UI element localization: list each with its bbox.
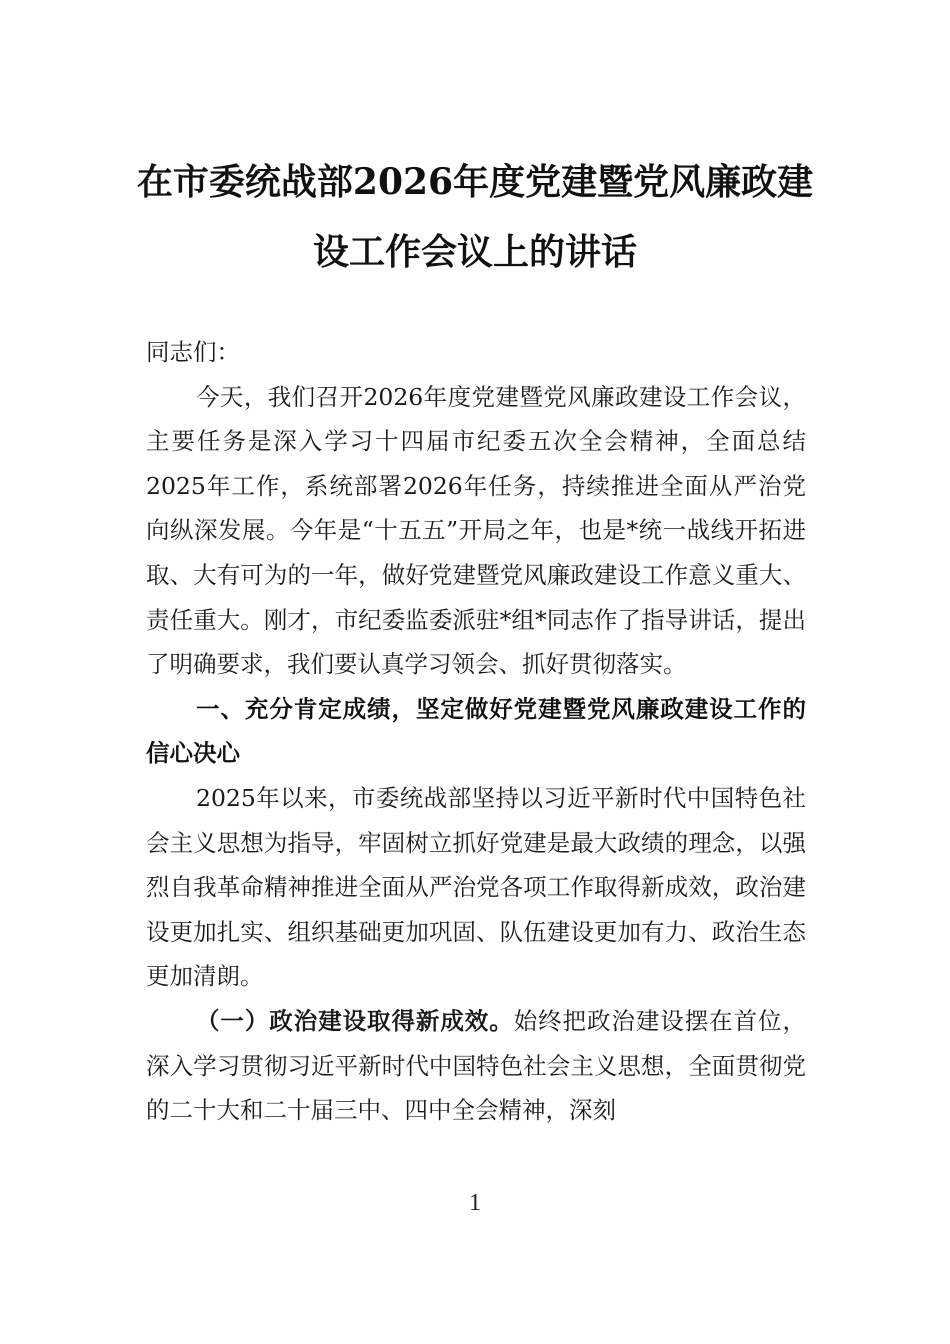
document-title-line-2: 设工作会议上的讲话 xyxy=(312,231,637,273)
paragraph-achievements: 2025年以来，市委统战部坚持以习近平新时代中国特色社会主义思想为指导，牢固树立抓好党建是最大政绩的理念，以强烈自我革命精神推进全面从严治党各项工作取得新成效，政治建设更加扎实、组织基础更加巩固、队伍建设更加有力、政治生态更加清朗。 xyxy=(146,783,806,991)
section-heading-1: 一、充分肯定成绩，坚定做好党建暨党风廉政建设工作的信心决心 xyxy=(146,694,806,768)
subheading-political-building: （一）政治建设取得新成效。 xyxy=(196,1006,514,1035)
page-number: 1 xyxy=(469,1190,481,1216)
salutation: 同志们： xyxy=(146,338,240,366)
document-title-line-1: 在市委统战部2026年度党建暨党风廉政建 xyxy=(136,161,814,203)
document-body xyxy=(146,330,806,1133)
paragraph-opening: 今天，我们召开2026年度党建暨党风廉政建设工作会议，主要任务是深入学习十四届市纪委五次全会精神，全面总结2025年工作，系统部署2026年任务，持续推进全面从严治党向纵深发展。今年是“十五五”开局之年，也是*统一战线开拓进取、大有可为的一年，做好党建暨党风廉政建设工作意义重大、责任重大。刚才，市纪委监委派驻*组*同志作了指导讲话，提出了明确要求，我们要认真学习领会、抓好贯彻落实。 xyxy=(146,382,806,679)
paragraph-political-building-text: 始终把政治建设摆在首位，深入学习贯彻习近平新时代中国特色社会主义思想，全面贯彻党的二十大和二十届三中、四中全会精神，深刻 xyxy=(146,1006,806,1125)
paragraph-political-building xyxy=(146,999,806,1133)
